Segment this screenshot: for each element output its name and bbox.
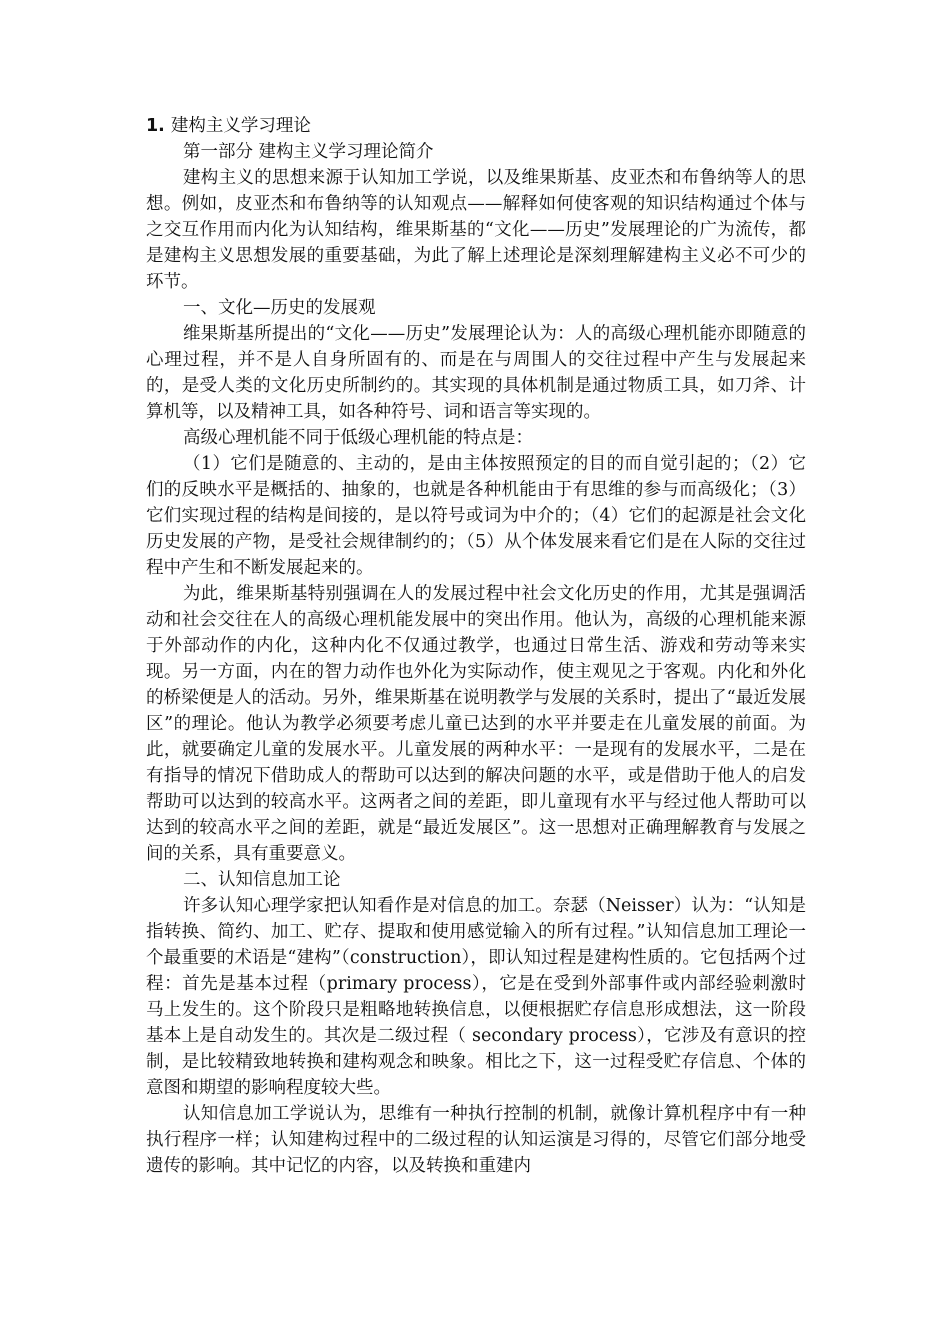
paragraph-executive-control: 认知信息加工学说认为，思维有一种执行控制的机制，就像计算机程序中有一种执行程序一样；认知建构过程中的二级过程的认知运演是习得的，尽管它们部分地受遗传的影响。其中记忆的内容，以及转换和重建内 — [146, 1104, 806, 1176]
paragraph-vygotsky-theory: 维果斯基所提出的“文化——历史”发展理论认为：人的高级心理机能亦即随意的心理过程，并不是人自身所固有的、而是在与周围人的交往过程中产生与发展起来的，是受人类的文化历史所制约的。其实现的具体机制是通过物质工具，如刀斧、计算机等，以及精神工具，如各种符号、词和语言等实现的。 — [146, 324, 806, 422]
paragraph-features-intro: 高级心理机能不同于低级心理机能的特点是： — [183, 428, 533, 448]
paragraph-intro: 建构主义的思想来源于认知加工学说，以及维果斯基、皮亚杰和布鲁纳等人的思想。例如，皮亚杰和布鲁纳等的认知观点——解释如何使客观的知识结构通过个体与之交互作用而内化为认知结构，维果斯基的“文化——历史”发展理论的广为流传，都是建构主义思想发展的重要基础，为此了解上述理论是深刻理解建构主义必不可少的环节。 — [146, 168, 806, 292]
paragraph-zone-of-proximal-development: 为此，维果斯基特别强调在人的发展过程中社会文化历史的作用，尤其是强调活动和社会交往在人的高级心理机能发展中的突出作用。他认为，高级的心理机能来源于外部动作的内化，这种内化不仅通过教学，也通过日常生活、游戏和劳动等来实现。另一方面，内在的智力动作也外化为实际动作，使主观见之于客观。内化和外化的桥梁便是人的活动。另外，维果斯基在说明教学与发展的关系时，提出了“最近发展区”的理论。他认为教学必须要考虑儿童已达到的水平并要走在儿童发展的前面。为此，就要确定儿童的发展水平。儿童发展的两种水平：一是现有的发展水平，二是在有指导的情况下借助成人的帮助可以达到的解决问题的水平，或是借助于他人的启发帮助可以达到的较高水平。这两者之间的差距，即儿童现有水平与经过他人帮助可以达到的较高水平之间的差距，就是“最近发展区”。这一思想对正确理解教育与发展之间的关系，具有重要意义。 — [146, 584, 806, 864]
part-title: 第一部分 建构主义学习理论简介 — [183, 142, 434, 162]
paragraph-neisser: 许多认知心理学家把认知看作是对信息的加工。奈瑟（Neisser）认为：“认知是指转换、简约、加工、贮存、提取和使用感觉输入的所有过程。”认知信息加工理论一个最重要的术语是“建构”（construction），即认知过程是建构性质的。它包括两个过程：首先是基本过程（primary process），它是在受到外部事件或内部经验刺激时马上发生的。这个阶段只是粗略地转换信息，以便根据贮存信息形成想法，这一阶段基本上是自动发生的。其次是二级过程（ secondary process），它涉及有意识的控制，是比较精致地转换和建构观念和映象。相比之下，这一过程受贮存信息、个体的意图和期望的影响程度较大些。 — [146, 896, 806, 1098]
title-number: 1. — [146, 116, 165, 136]
document-title — [146, 113, 806, 139]
document-page — [146, 113, 806, 1179]
section-heading-culture-history: 一、文化—历史的发展观 — [183, 298, 376, 318]
section-heading-information-processing: 二、认知信息加工论 — [183, 870, 341, 890]
paragraph-features-list: （1）它们是随意的、主动的，是由主体按照预定的目的而自觉引起的；（2）它们的反映水平是概括的、抽象的，也就是各种机能由于有思维的参与而高级化；（3）它们实现过程的结构是间接的，是以符号或词为中介的；（4）它们的起源是社会文化历史发展的产物，是受社会规律制约的；（5）从个体发展来看它们是在人际的交往过程中产生和不断发展起来的。 — [146, 454, 806, 578]
title-text: 建构主义学习理论 — [170, 116, 311, 136]
